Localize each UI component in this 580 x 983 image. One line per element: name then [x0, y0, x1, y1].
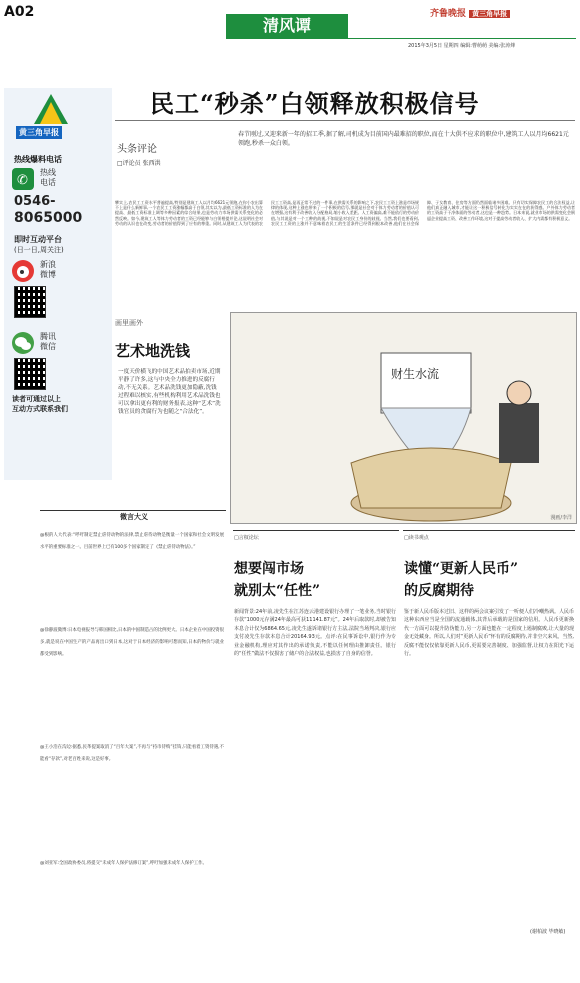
rmb-body: 鉴于新人民币版本过旧、这样的两会议案引发了一听便人们冷嘲热讽。人民币这种东西应当是全国的流通载体,其背后承载的是国家的信用。人民币更新换代一方面可以提升防伪能力,另一方面也能在一定程度上遏制腐败,让大量的现金无处藏身。所以,人们对“更新人民币”怀有的反腐期待,并非空穴来风。当然,反腐不能仅仅依靠更新人民币,更需要完善制度、加强监督,让权力在阳光下运行。: [404, 609, 574, 658]
header-rule: [226, 38, 576, 39]
commentary-header: [115, 128, 231, 188]
weibo-qr-icon: [14, 286, 46, 318]
rmb-title-1: 读懂“更新人民币”: [404, 561, 519, 577]
headline: 民工“秒杀”白领释放积极信号: [150, 89, 480, 118]
rmb-author: (谢柏波 毕晓敏): [530, 929, 566, 935]
market-title-2: 就别太“任性”: [234, 583, 321, 599]
logo-icon: [34, 94, 68, 124]
cartoon-drawing: [231, 313, 576, 523]
weixin-icon[interactable]: [12, 332, 34, 354]
paper-edition: 黄三角早报: [469, 10, 510, 18]
market-column: □言权论坛: [234, 535, 259, 541]
art-title: 艺术地洗钱: [115, 342, 191, 360]
commentary-author: □评论员 张西洪: [117, 160, 161, 167]
sidebar: [4, 88, 112, 480]
cartoon-image: [230, 312, 577, 524]
paper-name: 齐鲁晚报: [430, 9, 467, 19]
art-column-label: 画里画外: [115, 319, 143, 327]
phone-icon: [12, 168, 34, 190]
hotline-label: 热线 电话: [40, 168, 56, 187]
page-number: A02: [4, 4, 35, 20]
svg-text:✆: ✆: [17, 173, 28, 188]
phone-area: 0546-: [14, 194, 56, 209]
commentary-lead: 春节刚过,又迎来新一年的招工季,据了解,司机成为目前国内最难招的职位,而在十大供不应求的职位中,建筑工人以月均6621元领跑,秒杀一众白领。: [238, 131, 569, 147]
logo-text: 黄三角早报: [16, 126, 62, 139]
rmb-title-2: 的反腐期待: [404, 583, 474, 599]
rmb-column: □读书观点: [404, 535, 429, 541]
market-body: 新闻背景:24年前,凌先生在江苏连云港建设银行办理了一笔业务,当时银行存款“1000元存满24年最高可获11141.87元”。24年后取款时,却被告知本息合计仅为6864.65元,凌先生遂诉诸银行方主法,法院当场判决,银行应支付凌先生存款本息合计20164.93元。点评:在民事诉讼中,银行作为专业金融机构,理应对其作出的承诺负责,不能以任何理由推卸责任。银行的“任性”做法不仅损害了储户的合法权益,也损害了自身的信誉。: [234, 609, 396, 658]
platform-sub: (日一日,周关注): [14, 246, 64, 254]
platform-title: 即时互动平台: [14, 235, 62, 244]
section-title: 清风谭: [226, 14, 348, 38]
phone-number: 8065000: [14, 210, 83, 226]
micro-column: 微言大义: [120, 513, 148, 521]
cartoon-credit: 漫画/李洋: [550, 515, 572, 521]
weibo-icon[interactable]: [12, 260, 34, 282]
hotline-title: 热线爆料电话: [14, 155, 62, 164]
sidebar-footer: 读者可通过以上 互动方式联系我们: [12, 395, 68, 413]
micro-item-2: @徐静波微博:日本电视报导与韩国相比,日本的中国制造占的比例更大。日本企业在中国投资很多,就是说在中国生产的产品再出口到日本,这对于日本经济的影响可想而知,日本的物价与就业都受到影响。: [40, 628, 224, 657]
commentary-body: 攀实上,农民工工资水平普遍提高,特别是建筑工人以月均6621元领跑,在你小农出算不上是什么新鲜事,一个农民工工资涨幅都高于白领,其实以为,最低工资标准的人为在提高、最低工资标准上调等多种因素的综合结果,也是劳动力市场供需关系变化的必然反映。如今,建筑工人等体力劳动者的工资已经能够与白领相提并论,这说明社会对劳动的认识也在改变,劳动者的价值得到了应有的尊重。同时,从建筑工人为代表的农民工工资高,是再正常不过的一件事,在供需关系的影响之下,农民工工资上涨是市场规律的体现,这种上涨也带来了一个积极的信号,那就是社会对于体力劳动者的价值认可在增强,这有利于改善收入分配格局,缩小收入差距。人工资偏高,难不能依行的劳动价值,与其说是对一个工种的歧视,不如说是对农民工身份的歧视。当然,我们也要看到,农民工工资的上涨并不意味着农民工的生活条件已经得到根本改善,他们在社会保障、子女教育、住房等方面仍然面临诸多困难。只有切实保障农民工的合法权益,让他们真正融入城市,才能让这一积极信号转化为实实在在的获得感。户外体力劳动者的工资高于干净体面的劳动者,这也是一种趋势。日本来说,就业市场的供需变化会倒逼企业提高工资、改善工作环境,这对于提高劳动者收入、扩大内需都有积极意义。: [115, 200, 575, 226]
paper-masthead: [430, 6, 510, 19]
weibo-label: 新浪 微博: [40, 260, 56, 279]
rmb-rule: [403, 530, 575, 531]
headline-rule: [115, 120, 575, 121]
weixin-label: 腾讯 微信: [40, 332, 56, 351]
art-body: 一度天价横飞的中国艺术品拍卖市场,近期平静了许多,这与中央全力推进的反腐行动,不无关系。艺术品洗钱更加隐蔽,洗钱过程难以核实,有些机构利用艺术品洗钱也可以拿出更有利的财务报表,这种“艺术”洗钱官员的贪腐行为也随之“合法化”。: [118, 369, 221, 415]
micro-rule: [40, 510, 226, 511]
market-rule: [233, 530, 399, 531]
issue-meta: 2015年3月5日 星期四 编辑:曹萌萌 美编:张涛烽: [408, 43, 516, 49]
micro-item-1: @根的人大代表:“呼吁制定禁止虐待动物的法律,禁止虐待动物是衡量一个国家和社会文明发展水平的重要标准之一。目前世界上已有100多个国家制定了《禁止虐待动物法》。”: [40, 533, 224, 550]
market-title-1: 想要闯市场: [234, 561, 304, 577]
cartoon-label: 财生水流: [391, 367, 440, 381]
micro-item-4: @刘亚军:全国政协委员,将提交“未成年人保护法修订案”,呼吁加强未成年人保护工作。: [40, 861, 207, 866]
weixin-qr-icon: [14, 358, 46, 390]
micro-item-3: @王小浩在沟边:据悉,民革提案取消了“百年大案”,不再与“持币待购”挂钩,只能看着工资待遇,不能看“存款”,对老百姓来说,这是好事。: [40, 745, 224, 762]
commentary-column: 头条评论: [117, 144, 157, 155]
